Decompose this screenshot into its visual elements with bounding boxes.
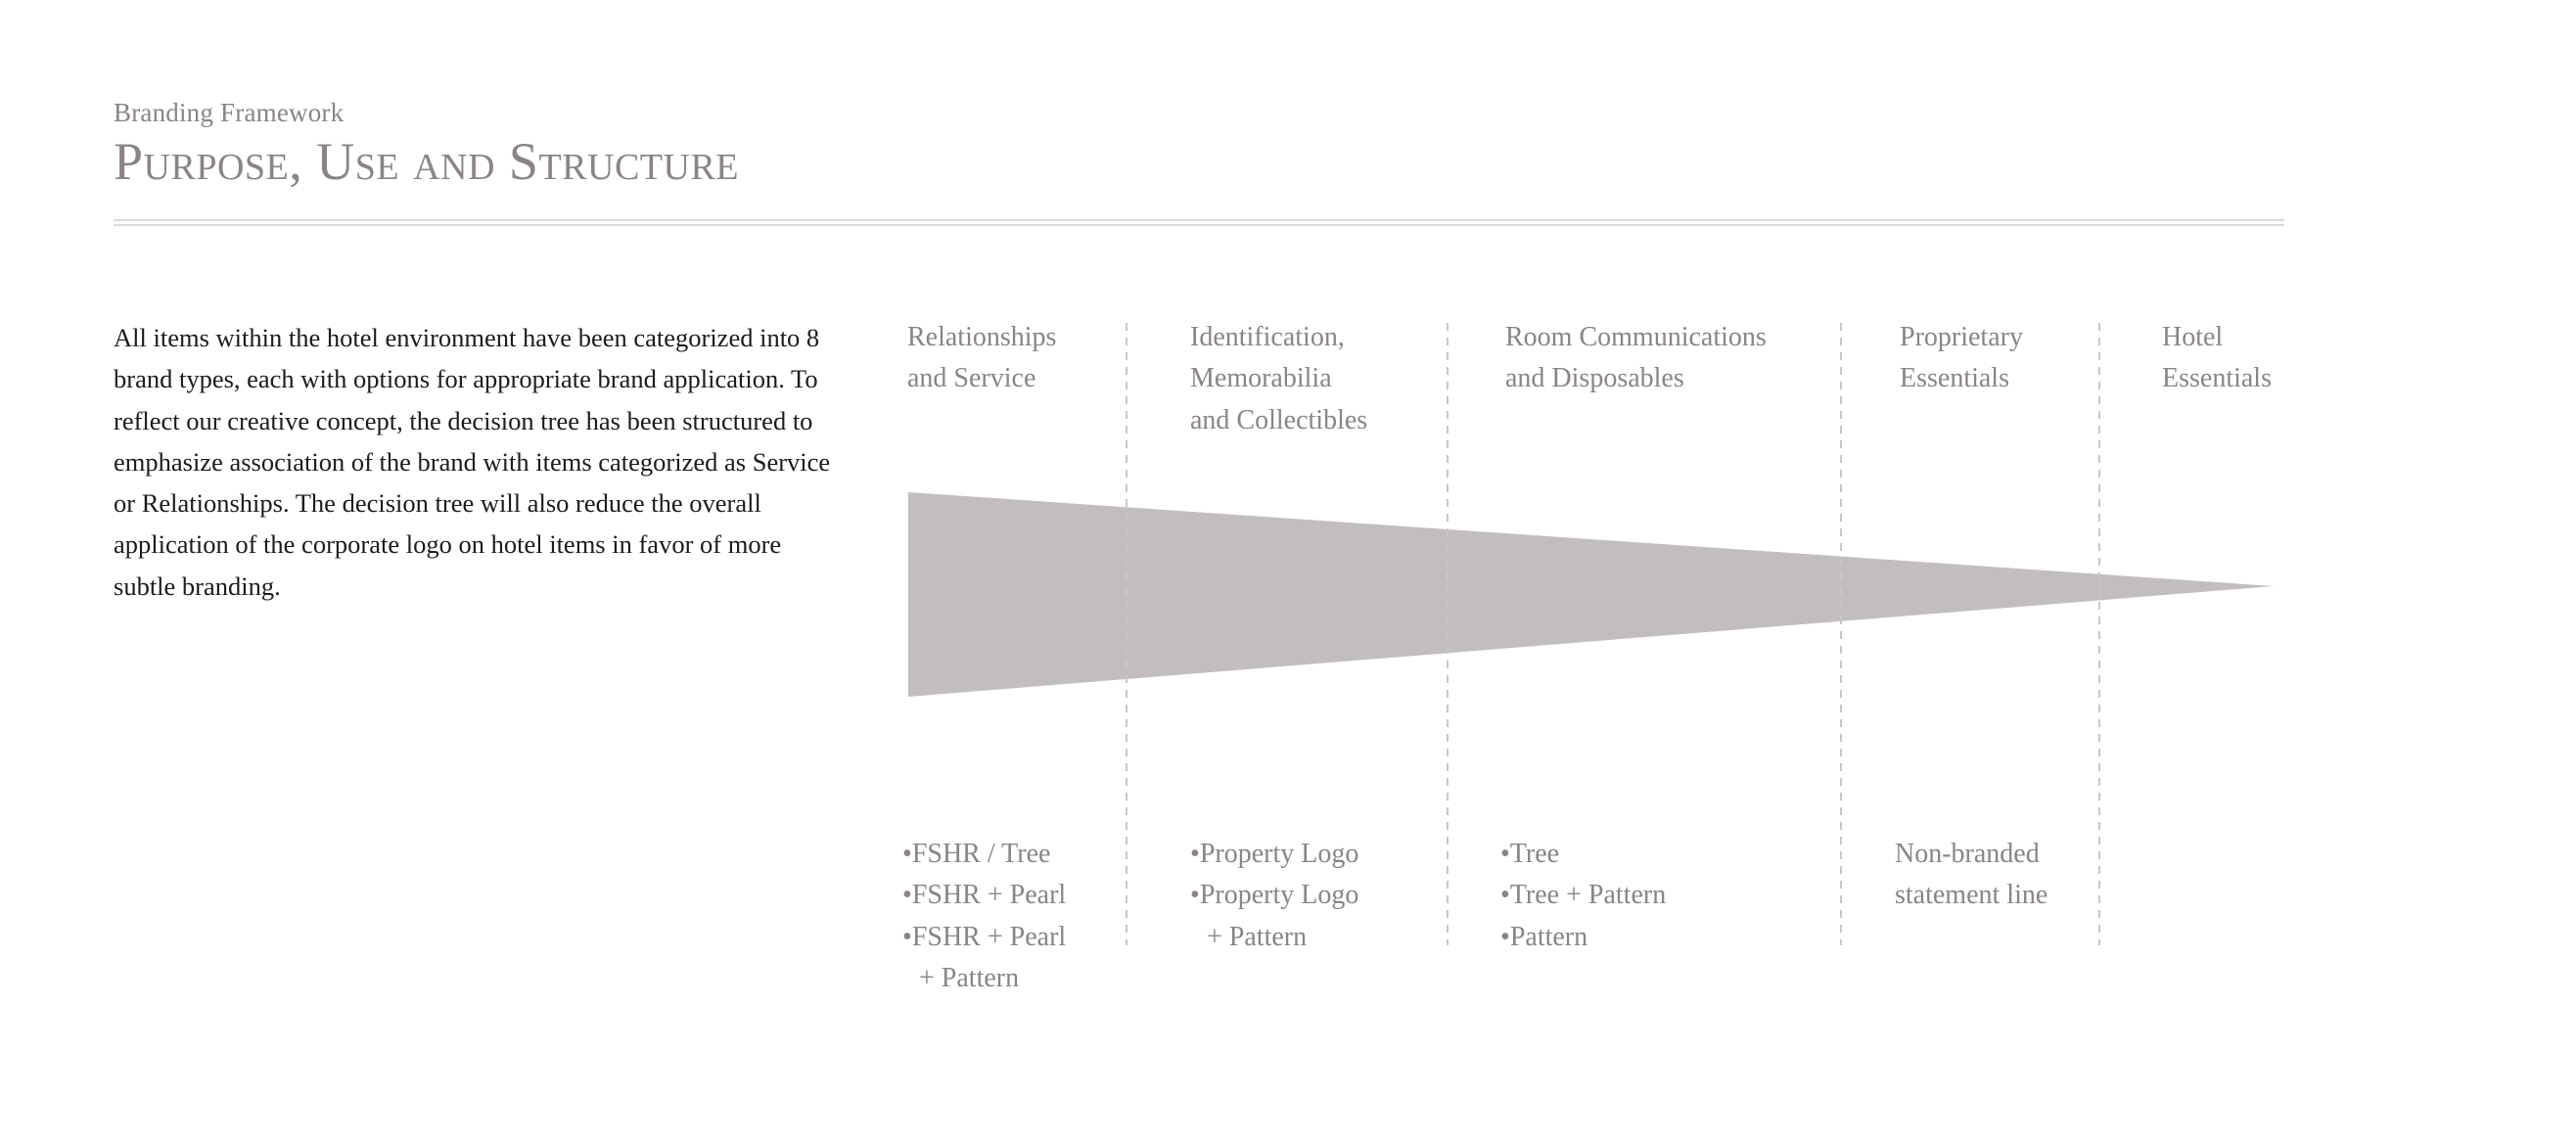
heading-line: and Collectibles [1190, 404, 1368, 435]
header-rule-top [114, 219, 2284, 221]
list-item: Non-branded [1895, 839, 2040, 869]
column-list-relationships [902, 834, 1066, 999]
column-list-proprietary [1895, 834, 2047, 917]
column-heading-hotel-essentials [2162, 317, 2272, 400]
column-heading-room-communications [1505, 317, 1767, 400]
heading-line: and Service [907, 363, 1036, 394]
list-item: • Property Logo [1190, 875, 1358, 916]
brand-emphasis-wedge [908, 492, 2274, 697]
list-item: • Property Logo [1190, 834, 1358, 875]
eyebrow-label: Branding Framework [114, 98, 345, 127]
column-list-identification [1190, 834, 1358, 958]
page-title: Purpose, Use and Structure [114, 132, 740, 191]
heading-line: and Disposables [1505, 363, 1684, 394]
column-heading-identification [1190, 317, 1367, 441]
column-heading-proprietary [1900, 317, 2023, 400]
list-item: statement line [1895, 880, 2048, 911]
heading-line: Memorabilia [1190, 363, 1332, 394]
heading-line: Hotel [2162, 322, 2224, 352]
list-item: • FSHR / Tree [902, 834, 1066, 875]
heading-line: Relationships [907, 322, 1057, 352]
list-item: • FSHR + Pearl [902, 917, 1066, 958]
list-item: • Pattern [1500, 917, 1666, 958]
heading-line: Identification, [1190, 322, 1345, 352]
column-list-room-communications [1500, 834, 1666, 958]
intro-paragraph: All items within the hotel environment have been categorized into 8 brand types, each with options for appropriate brand application. To reflect our creative concept, the decision tree has been structured to emphasize association of the brand with items categorized as Service or Relationships. The decision tree will also reduce the overall application of the corporate logo on hotel items in favor of more subtle branding. [114, 323, 831, 601]
list-item: • Tree + Pattern [1500, 875, 1666, 916]
heading-line: Proprietary [1900, 322, 2023, 352]
header-rule-bottom [114, 224, 2284, 226]
list-item-continuation: + Pattern [1207, 921, 1308, 952]
list-item: • FSHR + Pearl [902, 875, 1066, 916]
list-item-continuation: + Pattern [919, 962, 1020, 993]
heading-line: Essentials [2162, 363, 2272, 394]
list-item: • Tree [1500, 834, 1666, 875]
heading-line: Essentials [1900, 363, 2009, 394]
column-heading-relationships [907, 317, 1056, 400]
heading-line: Room Communications [1505, 322, 1767, 352]
